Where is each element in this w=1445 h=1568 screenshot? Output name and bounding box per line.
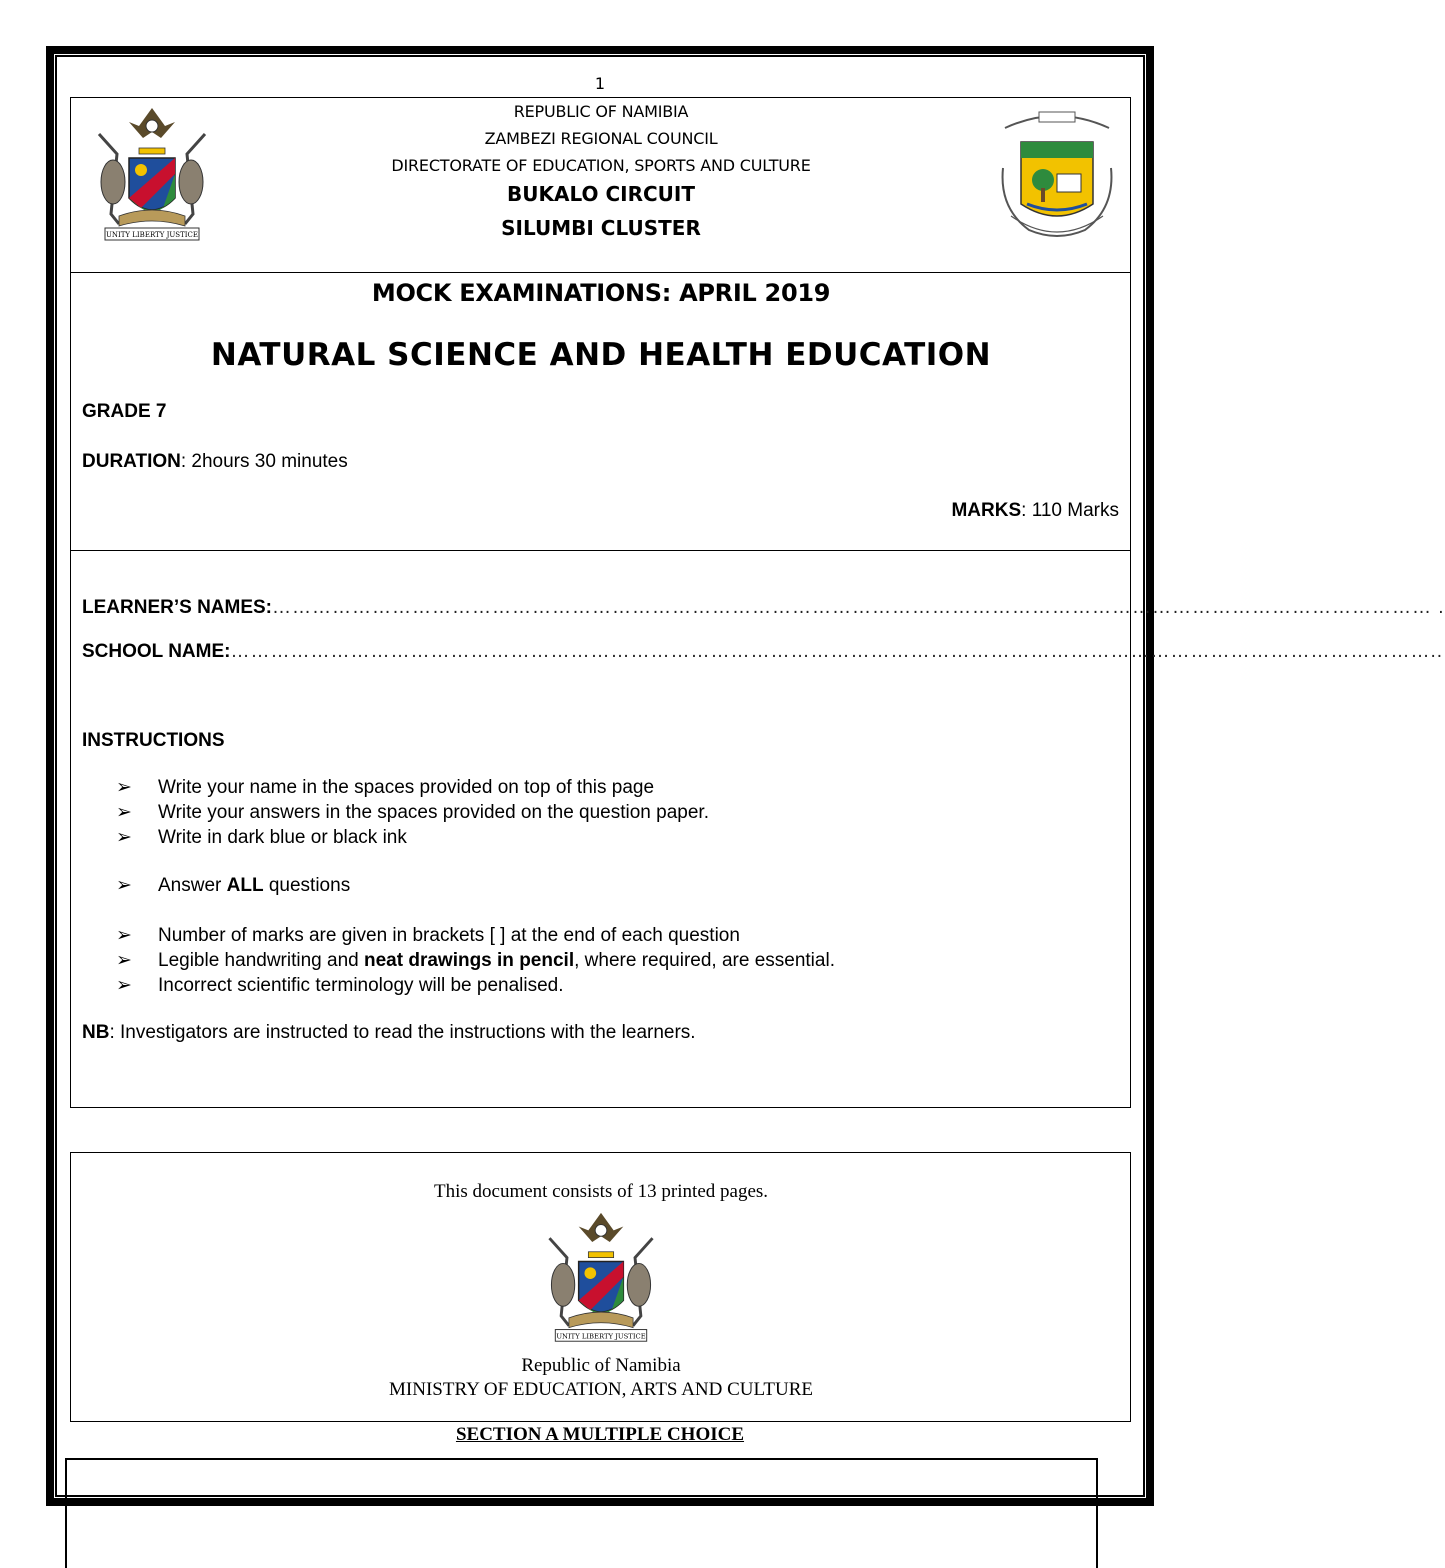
marks-line: [951, 500, 1119, 522]
learner-names-field[interactable]: ………………………………………………………………………………………………………………………………………………………… .: [272, 597, 1445, 618]
section-a-heading: SECTION A MULTIPLE CHOICE: [455, 1424, 745, 1445]
nb-text: : Investigators are instructed to read the instructions with the learners.: [109, 1022, 696, 1043]
ministry-label: MINISTRY OF EDUCATION, ARTS AND CULTURE: [389, 1379, 813, 1400]
learner-names-line: [82, 597, 1445, 619]
duration-value: : 2hours 30 minutes: [180, 451, 348, 472]
header-republic: REPUBLIC OF NAMIBIA: [513, 102, 689, 121]
arrow-bullet-icon: ➢: [116, 777, 132, 798]
list-item: ➢ Write your name in the spaces provided on top of this page: [116, 777, 655, 798]
duration-line: [82, 451, 348, 473]
arrow-bullet-icon: ➢: [116, 802, 132, 823]
school-name-line: [82, 641, 1444, 663]
marks-label: MARKS: [951, 500, 1022, 521]
exam-title: MOCK EXAMINATIONS: APRIL 2019: [371, 279, 831, 307]
nb-note: [82, 1022, 696, 1044]
list-item: ➢ Answer ALL questions: [116, 875, 351, 896]
arrow-bullet-icon: ➢: [116, 875, 132, 896]
header-directorate: DIRECTORATE OF EDUCATION, SPORTS AND CULTURE: [391, 156, 811, 175]
list-item: ➢ Number of marks are given in brackets [ ] at the end of each question: [116, 925, 740, 946]
header-cluster: SILUMBI CLUSTER: [501, 216, 701, 240]
marks-value: : 110 Marks: [1021, 500, 1119, 521]
nb-label: NB: [82, 1022, 110, 1043]
exam-info-box: [70, 272, 1131, 551]
republic-label: Republic of Namibia: [521, 1355, 681, 1376]
footer-box: [70, 1152, 1131, 1422]
school-name-label: SCHOOL NAME:: [82, 641, 231, 662]
page-count-note: This document consists of 13 printed pages.: [433, 1181, 769, 1202]
duration-label: DURATION: [82, 451, 181, 472]
arrow-bullet-icon: ➢: [116, 975, 132, 996]
coat-motto: UNITY LIBERTY JUSTICE: [105, 231, 199, 239]
subject-title: NATURAL SCIENCE AND HEALTH EDUCATION: [210, 337, 992, 373]
instructions-heading: INSTRUCTIONS: [82, 730, 225, 751]
instructions-list-c: [116, 923, 835, 998]
school-name-field[interactable]: ………………………………………………………………………………………………………………………………………………………………..: [230, 641, 1444, 662]
arrow-bullet-icon: ➢: [116, 827, 132, 848]
instructions-list-a: [116, 775, 709, 850]
list-item: ➢ Write in dark blue or black ink: [116, 827, 407, 848]
page-number: 1: [594, 74, 606, 93]
namibia-coat-of-arms-footer-icon: [538, 1209, 664, 1349]
arrow-bullet-icon: ➢: [116, 925, 132, 946]
arrow-bullet-icon: ➢: [116, 950, 132, 971]
learner-instructions-box: [70, 550, 1445, 1108]
grade-label: GRADE 7: [82, 401, 167, 422]
header-box: [70, 97, 1131, 273]
coat-motto: UNITY LIBERTY JUSTICE: [556, 1332, 646, 1341]
list-item: ➢ Write your answers in the spaces provided on the question paper.: [116, 802, 709, 823]
section-a-answer-box: [65, 1458, 1098, 1568]
list-item: ➢ Legible handwriting and neat drawings in pencil, where required, are essential.: [116, 950, 835, 971]
header-circuit: BUKALO CIRCUIT: [507, 182, 695, 206]
list-item: ➢ Incorrect scientific terminology will be penalised.: [116, 975, 564, 996]
instructions-list-b: [116, 873, 350, 898]
learner-names-label: LEARNER’S NAMES:: [82, 597, 273, 618]
header-council: ZAMBEZI REGIONAL COUNCIL: [484, 129, 718, 148]
